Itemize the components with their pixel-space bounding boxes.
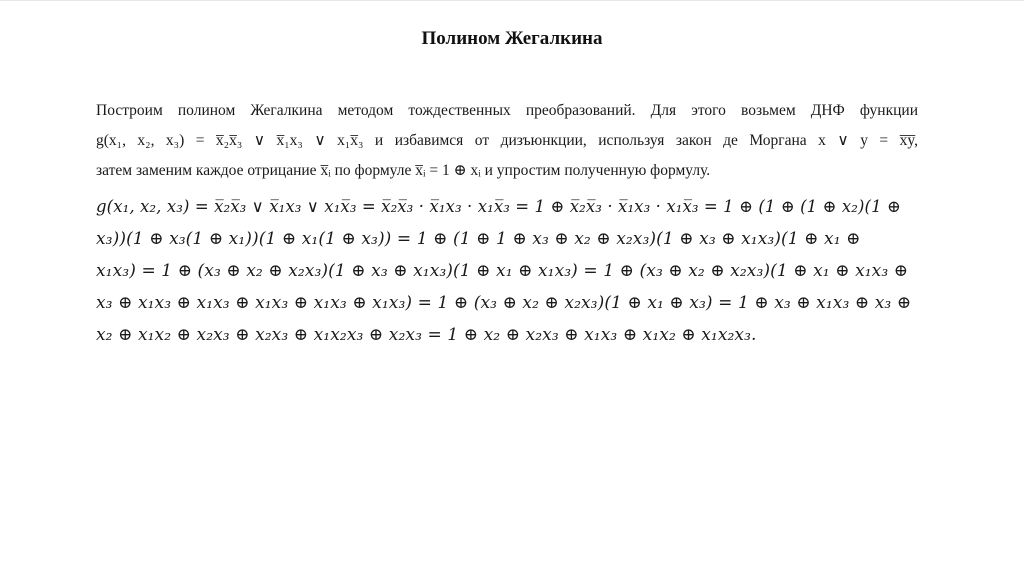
intro-line-1: Построим полином Жегалкина методом тождественных преобразований. Для этого возьмем ДНФ функции	[96, 102, 918, 119]
derivation-line-2: x₃))(1 ⊕ x₃(1 ⊕ x₁))(1 ⊕ x₁(1 ⊕ x₃)) = 1 ⊕ (1 ⊕ 1 ⊕ x₃ ⊕ x₂ ⊕ x₂x₃)(1 ⊕ x₃ ⊕ x₁x₃)(1 ⊕ x₁ ⊕	[96, 229, 861, 249]
content-body	[96, 96, 918, 352]
derivation-line-5: x₂ ⊕ x₁x₂ ⊕ x₂x₃ ⊕ x₂x₃ ⊕ x₁x₂x₃ ⊕ x₂x₃ = 1 ⊕ x₂ ⊕ x₂x₃ ⊕ x₁x₃ ⊕ x₁x₂ ⊕ x₁x₂x₃.	[96, 325, 757, 345]
intro-line-2: g(x₁, x₂, x₃) = x̅₂x̅₃ ∨ x̅₁x₃ ∨ x₁x̅₃ и избавимся от дизъюнкции, используя закон де Моргана x ∨ y = x̅y̅,	[96, 132, 918, 149]
derivation-block	[96, 192, 918, 352]
intro-line-3: затем заменим каждое отрицание x̅ᵢ по формуле x̅ᵢ = 1 ⊕ xᵢ и упростим полученную формулу.	[96, 162, 711, 179]
derivation-line-1: g(x₁, x₂, x₃) = x̅₂x̅₃ ∨ x̅₁x₃ ∨ x₁x̅₃ = x̅₂x̅₃ · x̅₁x₃ · x₁x̅₃ = 1 ⊕ x̅₂x̅₃ · x̅₁x₃ · x₁x̅₃ = 1 ⊕ (1 ⊕ (1 ⊕ x₂)(1 ⊕	[96, 197, 901, 216]
derivation-line-4: x₃ ⊕ x₁x₃ ⊕ x₁x₃ ⊕ x₁x₃ ⊕ x₁x₃ ⊕ x₁x₃) = 1 ⊕ (x₃ ⊕ x₂ ⊕ x₂x₃)(1 ⊕ x₁ ⊕ x₃) = 1 ⊕ x₃ ⊕ x₁x₃ ⊕ x₃ ⊕	[96, 293, 912, 313]
page-title: Полином Жегалкина	[421, 28, 603, 49]
top-divider	[0, 0, 1024, 1]
derivation-line-3: x₁x₃) = 1 ⊕ (x₃ ⊕ x₂ ⊕ x₂x₃)(1 ⊕ x₃ ⊕ x₁x₃)(1 ⊕ x₁ ⊕ x₁x₃) = 1 ⊕ (x₃ ⊕ x₂ ⊕ x₂x₃)(1 ⊕ x₁ ⊕ x₁x₃ ⊕	[96, 261, 909, 281]
